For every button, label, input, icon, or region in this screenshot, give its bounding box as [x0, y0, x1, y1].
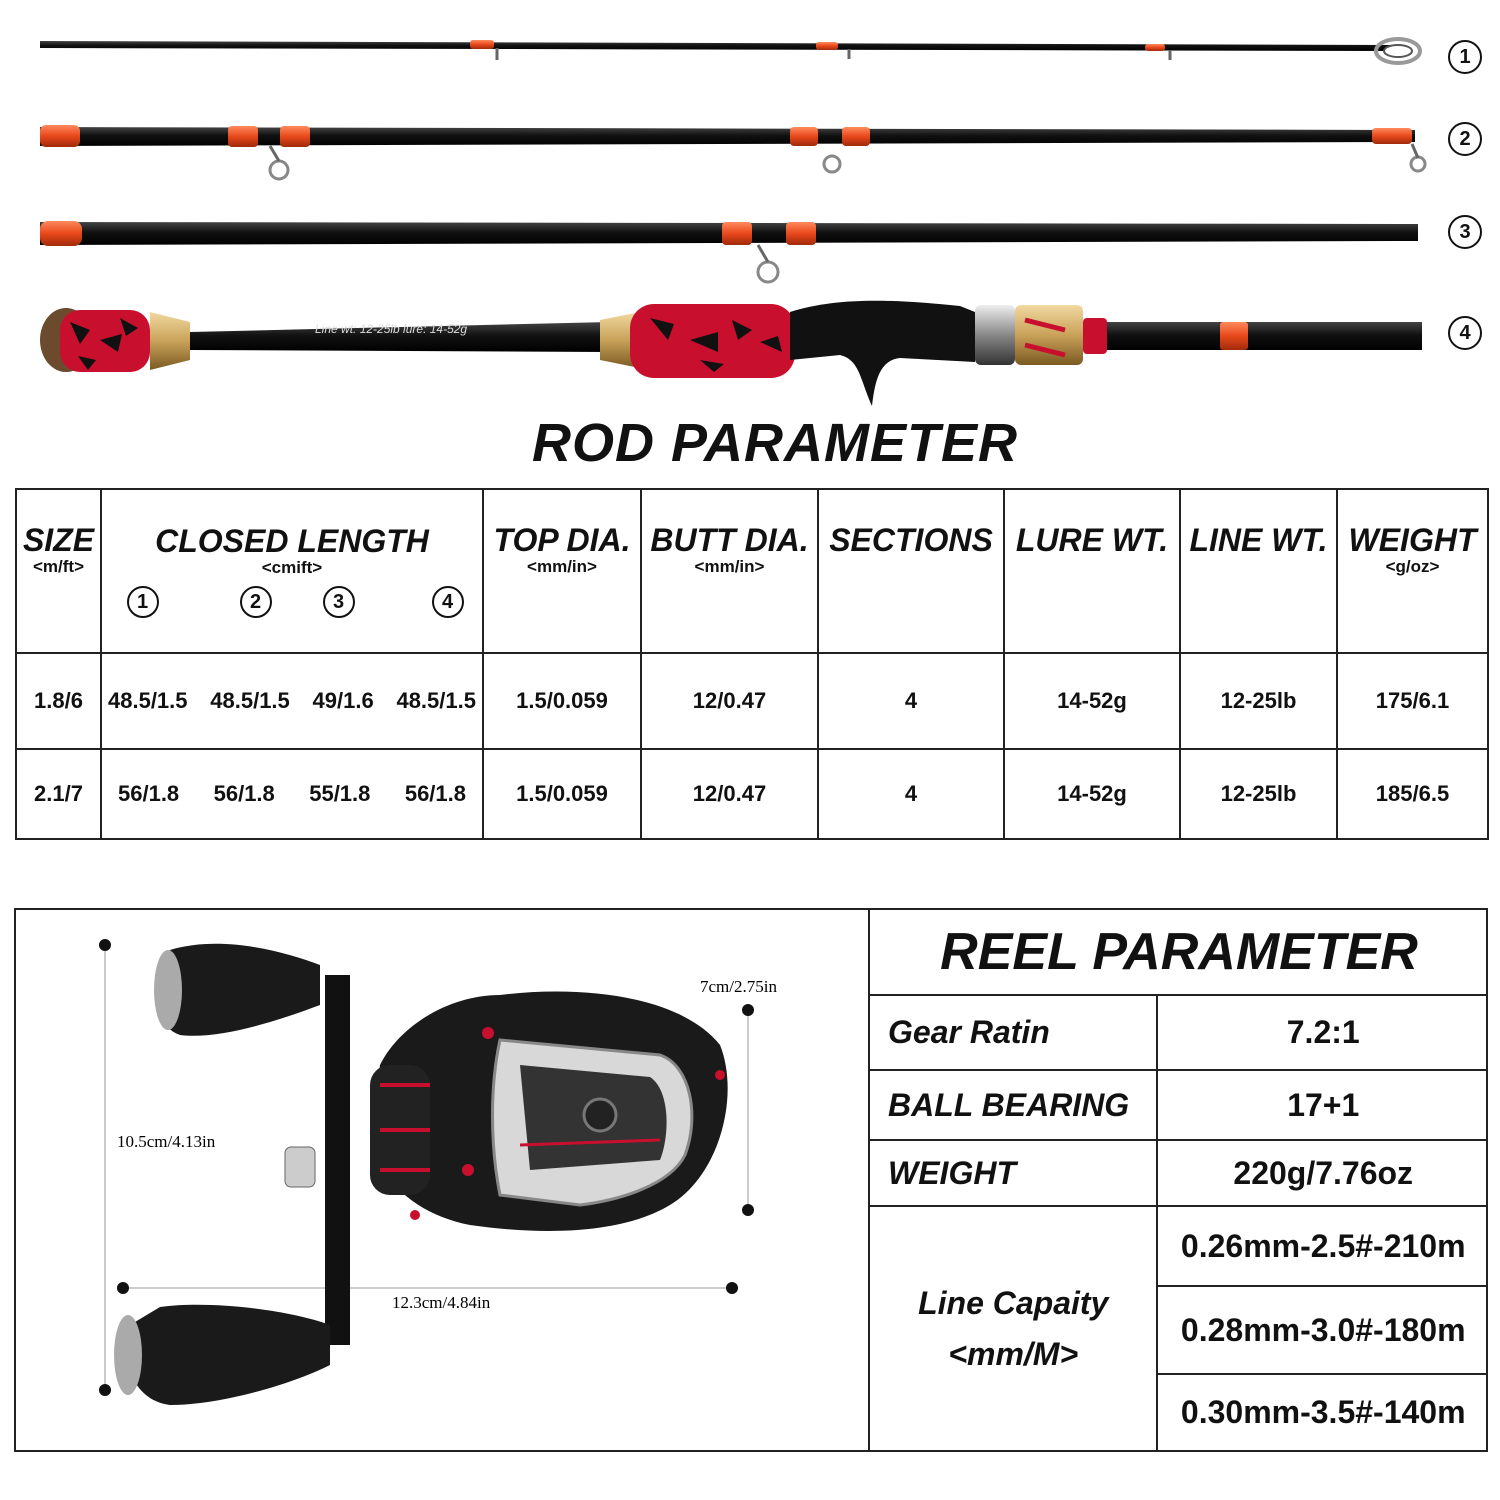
cell-weight: 185/6.5 — [1337, 749, 1488, 839]
reel-width-label: 12.3cm/4.84in — [392, 1293, 491, 1312]
cell-top-dia: 1.5/0.059 — [483, 653, 641, 749]
rod-sections-illustration — [0, 0, 1500, 420]
lower-knob — [126, 1305, 330, 1405]
gear-ratio-value: 7.2:1 — [1157, 995, 1488, 1070]
reel-illustration — [20, 915, 865, 1445]
rod-piece-3 — [40, 221, 1418, 282]
line-capacity-value: 0.30mm-3.5#-140m — [1157, 1374, 1488, 1450]
line-capacity-value: 0.26mm-2.5#-210m — [1157, 1206, 1488, 1286]
cell-sections: 4 — [818, 749, 1004, 839]
table-row — [869, 1070, 1488, 1140]
header-lure-wt: LURE WT. — [1004, 489, 1180, 653]
header-size: SIZE <m/ft> — [16, 489, 101, 653]
piece-number-badge: 3 — [323, 586, 355, 618]
table-row — [869, 995, 1488, 1070]
cell-lure-wt: 14-52g — [1004, 653, 1180, 749]
piece-number-badge: 1 — [127, 586, 159, 618]
piece-number-badge: 3 — [1448, 215, 1482, 249]
reel-handle-arm — [325, 975, 350, 1345]
reel-photo — [20, 915, 865, 1445]
piece-number-badge: 2 — [240, 586, 272, 618]
piece-number-badge: 4 — [1448, 316, 1482, 350]
rod-photo — [0, 0, 1500, 420]
header-sections: SECTIONS — [818, 489, 1004, 653]
cell-closed-length: 56/1.8 56/1.8 55/1.8 56/1.8 — [101, 749, 483, 839]
line-capacity-label: Line Capaity <mm/M> — [869, 1206, 1157, 1450]
header-top-dia: TOP DIA. <mm/in> — [483, 489, 641, 653]
rod-piece-2 — [40, 125, 1425, 179]
reel-depth-label: 7cm/2.75in — [700, 977, 777, 996]
cell-weight: 175/6.1 — [1337, 653, 1488, 749]
reel-parameter-title: REEL PARAMETER — [869, 910, 1488, 995]
table-row — [16, 653, 1488, 749]
gear-ratio-label: Gear Ratin — [869, 995, 1157, 1070]
line-capacity-value: 0.28mm-3.0#-180m — [1157, 1286, 1488, 1374]
table-header-row — [16, 489, 1488, 653]
cell-top-dia: 1.5/0.059 — [483, 749, 641, 839]
reel-parameter-table — [868, 910, 1488, 1450]
header-butt-dia: BUTT DIA. <mm/in> — [641, 489, 818, 653]
cell-butt-dia: 12/0.47 — [641, 653, 818, 749]
header-weight: WEIGHT <g/oz> — [1337, 489, 1488, 653]
cell-sections: 4 — [818, 653, 1004, 749]
cell-closed-length: 48.5/1.5 48.5/1.5 49/1.6 48.5/1.5 — [101, 653, 483, 749]
table-row — [869, 1140, 1488, 1206]
cell-size: 2.1/7 — [16, 749, 101, 839]
table-row — [16, 749, 1488, 839]
ball-bearing-label: BALL BEARING — [869, 1070, 1157, 1140]
reel-height-label: 10.5cm/4.13in — [117, 1132, 216, 1151]
cell-butt-dia: 12/0.47 — [641, 749, 818, 839]
header-line-wt: LINE WT. — [1180, 489, 1337, 653]
cell-line-wt: 12-25lb — [1180, 653, 1337, 749]
cell-lure-wt: 14-52g — [1004, 749, 1180, 839]
rod-parameter-title: ROD PARAMETER — [531, 413, 1018, 473]
weight-value: 220g/7.76oz — [1157, 1140, 1488, 1206]
piece-number-badge: 1 — [1448, 40, 1482, 74]
rod-parameter-table — [15, 488, 1489, 840]
ball-bearing-value: 17+1 — [1157, 1070, 1488, 1140]
cell-line-wt: 12-25lb — [1180, 749, 1337, 839]
piece-number-badge: 2 — [1448, 122, 1482, 156]
rod-piece-4 — [40, 301, 1422, 406]
piece-number-badge: 4 — [432, 586, 464, 618]
cell-size: 1.8/6 — [16, 653, 101, 749]
rod-print-text: Line wt: 12-25lb lure: 14-52g — [315, 322, 468, 336]
table-row — [869, 1206, 1488, 1286]
weight-label: WEIGHT — [869, 1140, 1157, 1206]
rod-piece-1 — [40, 39, 1420, 63]
header-closed-length: CLOSED LENGTH <cmift> 1 2 3 4 — [101, 489, 483, 653]
